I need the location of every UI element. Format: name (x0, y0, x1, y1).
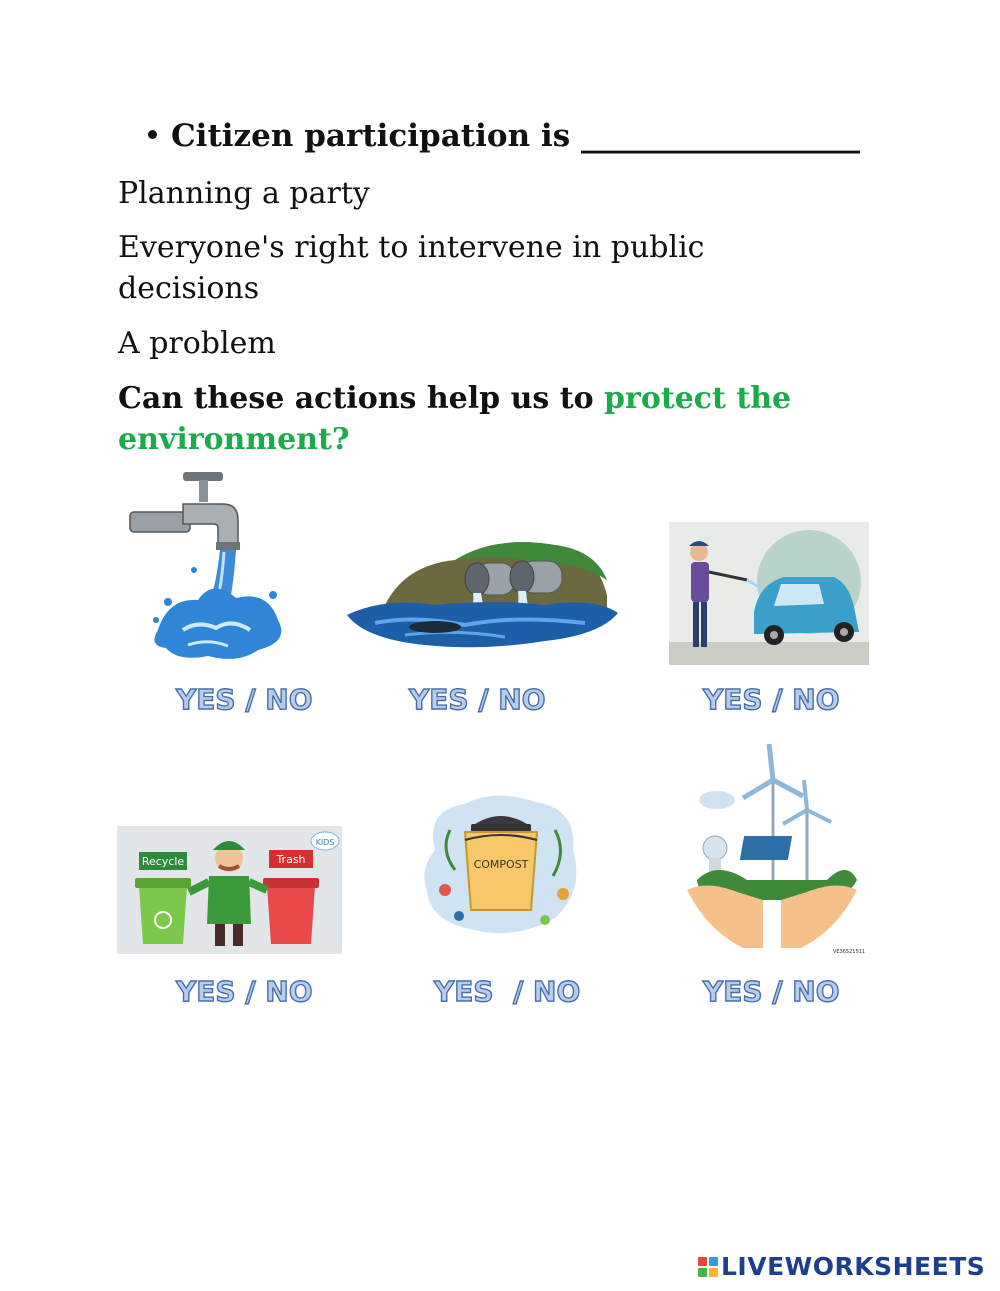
pipe-pollution-image (345, 535, 620, 653)
option-right-to-intervene[interactable]: Everyone's right to intervene in public decisions (118, 230, 705, 306)
yes-no-answer-4[interactable]: YES / NO (176, 975, 313, 1008)
question-text-green: protect the environment? (118, 381, 792, 457)
car-washing-image (669, 522, 869, 665)
liveworksheets-mark-icon (698, 1257, 718, 1277)
trash-sign: Trash (276, 853, 306, 866)
bullet-icon (148, 130, 157, 139)
yes-no-answer-1[interactable]: YES / NO (176, 683, 313, 716)
question-protect-environment (118, 378, 878, 460)
kids-badge: KIDS (315, 838, 335, 847)
running-tap-image (128, 470, 288, 665)
wind-turbines-hands-image (677, 740, 867, 955)
compost-label: COMPOST (473, 858, 529, 871)
recycle-trash-bins-image (117, 826, 342, 954)
option-planning-party[interactable]: Planning a party (118, 176, 370, 211)
yes-no-answer-6[interactable]: YES / NO (703, 975, 840, 1008)
yes-no-answer-3[interactable]: YES / NO (703, 683, 840, 716)
question-citizen-participation (148, 118, 860, 154)
compost-bin-image (415, 790, 587, 940)
stock-id: VE36521511 (832, 949, 865, 955)
yes-no-answer-5[interactable]: YES / NO (434, 975, 581, 1008)
question-text: Citizen participation is (171, 118, 571, 154)
recycle-sign: Recycle (141, 855, 185, 868)
yes-no-answer-2[interactable]: YES / NO (409, 683, 546, 716)
question-text-black: Can these actions help us to (118, 381, 605, 416)
answer-blank[interactable]: __________________ (580, 118, 860, 154)
brand-name: LIVEWORKSHEETS (721, 1252, 986, 1281)
option-a-problem[interactable]: A problem (118, 326, 276, 361)
liveworksheets-logo (698, 1252, 985, 1281)
